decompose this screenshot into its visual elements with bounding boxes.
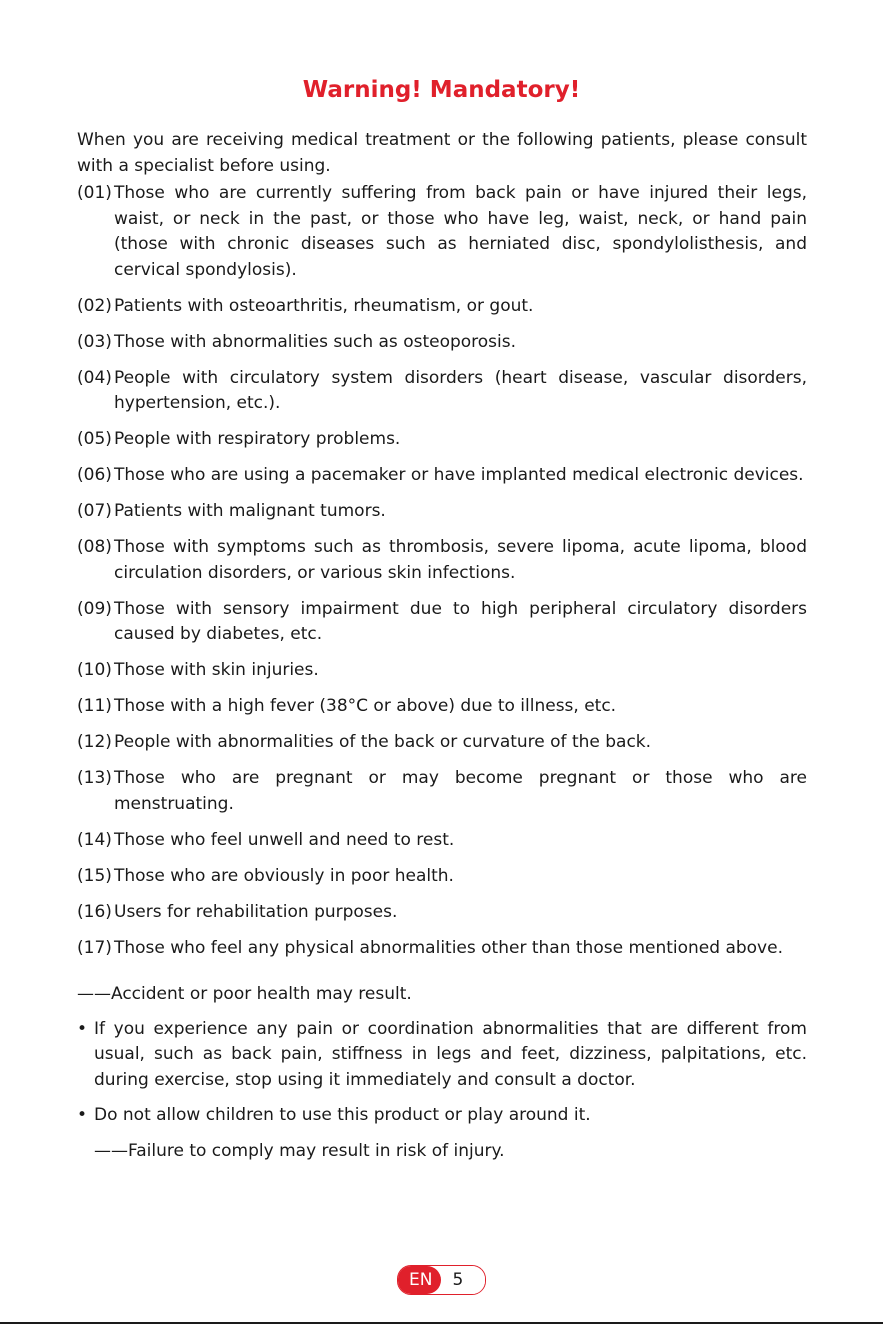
item-number: (16) bbox=[77, 901, 112, 922]
item-number: (02) bbox=[77, 295, 112, 316]
list-item bbox=[77, 597, 807, 648]
list-item bbox=[77, 936, 807, 962]
item-number: (13) bbox=[77, 768, 112, 788]
page-number: 5 bbox=[441, 1266, 485, 1294]
bullet-item bbox=[77, 1017, 807, 1094]
list-item bbox=[77, 181, 807, 283]
item-text: People with respiratory problems. bbox=[114, 429, 401, 449]
bullet-icon: • bbox=[77, 1018, 88, 1039]
list-item bbox=[77, 658, 807, 684]
item-number: (08) bbox=[77, 537, 112, 557]
item-text: Patients with osteoarthritis, rheumatism, or gout. bbox=[114, 295, 534, 316]
intro-paragraph: When you are receiving medical treatment or the following patients, please consult with a specialist before using. bbox=[77, 130, 807, 176]
list-item bbox=[77, 535, 807, 586]
list-item bbox=[77, 499, 807, 525]
item-text: Those who are pregnant or may become pregnant or those who are menstruating. bbox=[114, 768, 807, 814]
list-item bbox=[77, 294, 807, 320]
item-number: (10) bbox=[77, 660, 112, 680]
item-number: (07) bbox=[77, 501, 112, 521]
injury-consequence-note: ——Failure to comply may result in risk of injury. bbox=[94, 1140, 505, 1161]
accident-consequence-note: ——Accident or poor health may result. bbox=[77, 984, 412, 1004]
item-number: (17) bbox=[77, 937, 112, 958]
item-text: Those with sensory impairment due to high peripheral circulatory disorders caused by diabetes, etc. bbox=[114, 598, 807, 644]
item-number: (05) bbox=[77, 429, 112, 449]
bullet-item bbox=[77, 1103, 807, 1129]
item-number: (09) bbox=[77, 598, 112, 619]
item-text: People with abnormalities of the back or curvature of the back. bbox=[114, 732, 652, 752]
page-badge bbox=[397, 1265, 486, 1295]
item-text: Those who are obviously in poor health. bbox=[114, 865, 454, 886]
warning-content bbox=[77, 128, 807, 1164]
list-item bbox=[77, 366, 807, 417]
item-text: Patients with malignant tumors. bbox=[114, 501, 386, 521]
list-item bbox=[77, 427, 807, 453]
page-title: Warning! Mandatory! bbox=[302, 77, 581, 103]
list-item bbox=[77, 694, 807, 720]
list-item bbox=[77, 730, 807, 756]
list-item bbox=[77, 864, 807, 890]
item-text: Those with a high fever (38°C or above) due to illness, etc. bbox=[114, 696, 617, 716]
item-number: (04) bbox=[77, 367, 112, 388]
bullet-text: Do not allow children to use this product or play around it. bbox=[94, 1105, 591, 1125]
item-text: Those with skin injuries. bbox=[114, 660, 319, 680]
item-text: Those who are using a pacemaker or have implanted medical electronic devices. bbox=[114, 465, 804, 485]
item-text: Those who are currently suffering from back pain or have injured their legs, waist, or neck in the past, or those who have leg, waist, neck, or hand pain (those with chronic diseases such as herniated disc, spondylolisthesis, and cervical spondylosis). bbox=[114, 183, 807, 280]
list-item bbox=[77, 330, 807, 356]
item-number: (12) bbox=[77, 732, 112, 752]
item-text: Those who feel any physical abnormalities other than those mentioned above. bbox=[114, 937, 783, 958]
item-text: Those with abnormalities such as osteoporosis. bbox=[114, 331, 517, 352]
list-item bbox=[77, 828, 807, 854]
item-number: (01) bbox=[77, 183, 112, 203]
item-number: (15) bbox=[77, 865, 112, 886]
list-item bbox=[77, 900, 807, 926]
item-number: (11) bbox=[77, 696, 112, 716]
item-number: (06) bbox=[77, 465, 112, 485]
item-text: People with circulatory system disorders (heart disease, vascular disorders, hypertension, etc.). bbox=[114, 367, 807, 413]
list-item bbox=[77, 766, 807, 817]
item-number: (03) bbox=[77, 331, 112, 352]
bullet-text: If you experience any pain or coordination abnormalities that are different from usual, such as back pain, stiffness in legs and feet, dizziness, palpitations, etc. during exercise, stop using it immediately and consult a doctor. bbox=[94, 1018, 807, 1090]
language-label: EN bbox=[398, 1266, 441, 1294]
contraindication-list bbox=[77, 181, 807, 961]
list-item bbox=[77, 463, 807, 489]
item-text: Users for rehabilitation purposes. bbox=[114, 901, 398, 922]
item-text: Those with symptoms such as thrombosis, severe lipoma, acute lipoma, blood circulation disorders, or various skin infections. bbox=[114, 537, 807, 583]
bullet-icon: • bbox=[77, 1105, 88, 1125]
item-text: Those who feel unwell and need to rest. bbox=[114, 829, 455, 850]
item-number: (14) bbox=[77, 829, 112, 850]
